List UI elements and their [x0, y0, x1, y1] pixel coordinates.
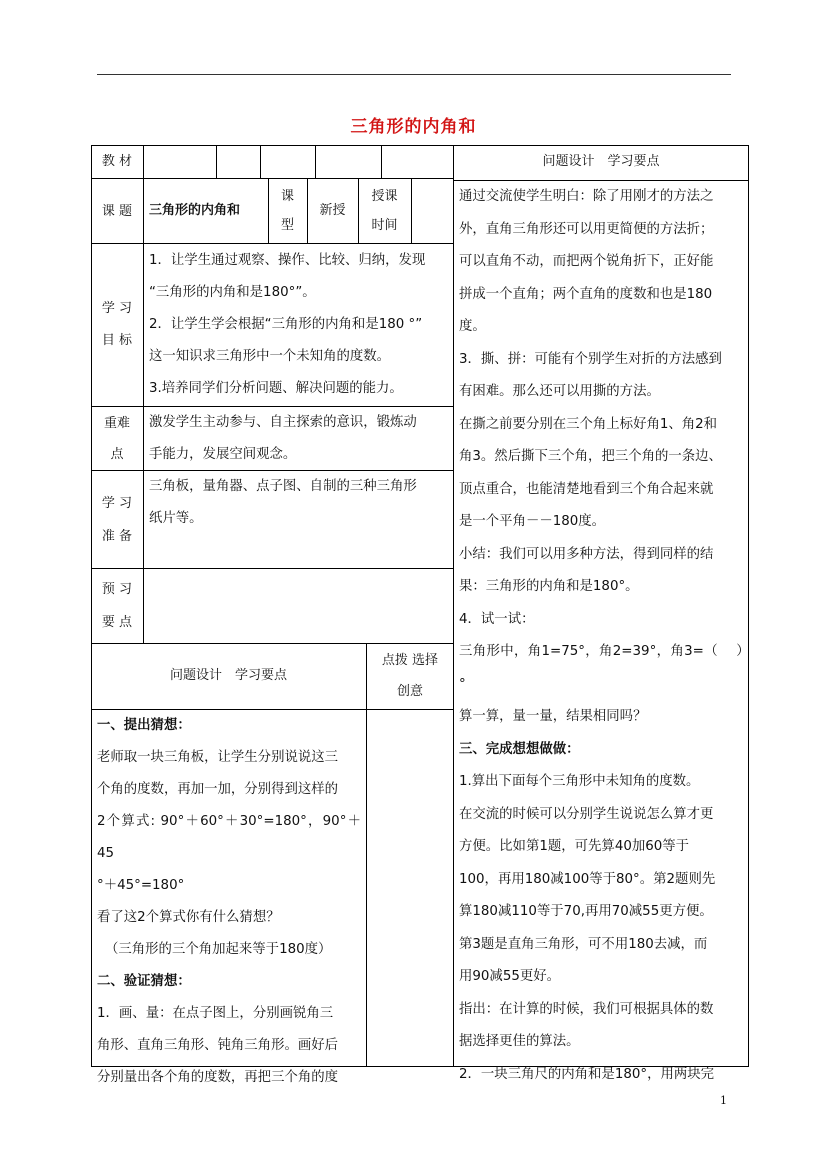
body-line: 用90减55更好。	[459, 969, 561, 984]
body-line: 在撕之前要分别在三个角上标好角1、角2和	[459, 416, 718, 432]
keti-label-text: 课 题	[101, 203, 133, 219]
body-line: 算一算，量一量，结果相同吗？	[459, 709, 647, 724]
body-line: 2个算式: 90°＋60°＋30°=180°，90°＋45	[97, 814, 361, 861]
lesson-table	[91, 145, 749, 1085]
header-rule	[97, 74, 731, 75]
left-body	[97, 710, 361, 1094]
body-line: 度。	[459, 319, 486, 334]
lower-header-left: 问题设计 学习要点	[169, 668, 287, 683]
body-line: 拼成一个直角；两个直角的度数和也是180	[459, 286, 713, 302]
body-line: 在交流的时候可以分别学生说说怎么算才更	[459, 806, 714, 822]
body-line: 果：三角形的内角和是180°。	[459, 579, 639, 594]
body-line: 顶点重合，也能清楚地看到三个角合起来就	[459, 481, 714, 497]
preview-label	[91, 569, 143, 643]
row-rule-5	[91, 568, 454, 569]
keypoint-line: 手能力，发展空间观念。	[149, 447, 297, 462]
body-line: （三角形的三个角加起来等于180度）	[105, 942, 332, 957]
row1-rule-d	[381, 145, 382, 179]
body-line: 老师取一块三角板，让学生分别说说这三	[97, 750, 339, 765]
page-number: 1	[720, 1094, 727, 1107]
body-line: 据选择更佳的算法。	[459, 1034, 580, 1049]
keypoints-label-2: 点	[110, 446, 124, 462]
row1-rule-c	[315, 145, 316, 179]
preparation-line: 三角板，量角器、点子图、自制的三种三角形	[149, 479, 417, 494]
row1-rule-a	[216, 145, 217, 179]
preview-label-2: 要 点	[101, 615, 133, 630]
right-body	[459, 181, 743, 1091]
body-line: 看了这2个算式你有什么猜想？	[97, 910, 280, 925]
body-heading: 三、完成想想做做：	[459, 741, 580, 757]
objectives-label	[91, 244, 143, 406]
objectives-text	[149, 245, 449, 405]
time-label	[358, 179, 411, 240]
keypoints-label	[91, 407, 143, 470]
body-line: 外，直角三角形还可以用更简便的方法折；	[459, 221, 714, 237]
keypoints-text	[149, 407, 449, 471]
body-heading: 二、验证猜想：	[97, 974, 191, 989]
type-label-2: 型	[280, 218, 294, 233]
keypoint-line: 激发学生主动参与、自主探索的意识，锻炼动	[149, 415, 417, 430]
objective-line: 这一知识求三角形中一个未知角的度数。	[149, 349, 391, 364]
preparation-label-2: 准 备	[101, 528, 133, 544]
body-line: 3．撕、拼：可能有个别学生对折的方法感到	[459, 351, 722, 367]
body-line: 小结：我们可以用多种方法，得到同样的结	[459, 546, 714, 562]
type-value: 新授	[319, 203, 346, 218]
body-line: 第3题是直角三角形，可不用180去减，而	[459, 936, 708, 952]
body-line: 通过交流使学生明白：除了用刚才的方法之	[459, 189, 714, 204]
lower-header-right	[367, 645, 453, 707]
page-title: 三角形的内角和	[350, 117, 477, 137]
right-header-label: 问题设计 学习要点	[542, 154, 660, 169]
jiaocai-label: 教 材	[101, 154, 133, 169]
lower-header-right-1: 点拨 选择	[381, 653, 439, 668]
body-line: 1．画、量：在点子图上，分别画锐角三	[97, 1006, 334, 1021]
body-line: 角形、直角三角形、钝角三角形。画好后	[97, 1038, 339, 1053]
keypoints-label-1: 重难	[103, 415, 130, 431]
body-line: 三角形中，角1=75°，角2=39°，角3=（ ）°	[459, 644, 743, 692]
body-heading: 一、提出猜想：	[97, 718, 191, 733]
row1-rule-b	[260, 145, 261, 179]
lower-header-right-2: 创意	[396, 684, 423, 699]
objective-line: “三角形的内角和是180°”。	[149, 285, 316, 300]
row2-rule-d	[411, 178, 412, 244]
row-rule-6	[91, 643, 454, 644]
preview-label-1: 预 习	[101, 582, 133, 597]
body-line: 可以直角不动，而把两个锐角折下，正好能	[459, 254, 714, 269]
body-line: 方便。比如第1题，可先算40加60等于	[459, 839, 690, 854]
objective-line: 2．让学生学会根据“三角形的内角和是180 °”	[149, 317, 423, 332]
time-label-1: 授课	[371, 189, 398, 204]
body-line: 有困难。那么还可以用撕的方法。	[459, 384, 660, 399]
body-line: 分别量出各个角的度数，再把三个角的度	[97, 1070, 339, 1085]
label-column-rule	[143, 145, 144, 644]
objectives-label-1: 学 习	[101, 301, 133, 316]
time-label-2: 时间	[371, 218, 398, 233]
body-line: 4．试一试：	[459, 611, 535, 627]
keti-value: 三角形的内角和	[149, 203, 241, 218]
body-line: °＋45°=180°	[97, 878, 185, 893]
body-line: 角3。然后撕下三个角，把三个角的一条边、	[459, 449, 722, 464]
type-label-1: 课	[280, 189, 294, 204]
body-line: 指出：在计算的时候，我们可根据具体的数	[459, 1001, 714, 1017]
objectives-label-2: 目 标	[101, 333, 133, 348]
preparation-label-1: 学 习	[101, 495, 133, 511]
body-line: 是一个平角－－180度。	[459, 514, 606, 529]
preparation-line: 纸片等。	[149, 511, 203, 526]
column-divider	[453, 145, 454, 1067]
body-line: 100，再用180减100等于80°。第2题则先	[459, 871, 716, 887]
keti-label	[91, 179, 143, 243]
objective-line: 3.培养同学们分析问题、解决问题的能力。	[149, 381, 403, 396]
body-line: 2．一块三角尺的内角和是180°，用两块完	[459, 1066, 715, 1082]
body-line: 1.算出下面每个三角形中未知角的度数。	[459, 774, 700, 789]
preparation-text	[149, 471, 449, 535]
body-line: 个角的度数，再加一加，分别得到这样的	[97, 782, 339, 797]
table-border-right	[748, 145, 749, 1067]
preparation-label	[91, 471, 143, 568]
row-rule-2	[91, 243, 454, 244]
objective-line: 1．让学生通过观察、操作、比较、归纳，发现	[149, 253, 426, 268]
body-line: 算180减110等于70,再用70减55更方便。	[459, 904, 713, 919]
type-label	[268, 179, 307, 240]
